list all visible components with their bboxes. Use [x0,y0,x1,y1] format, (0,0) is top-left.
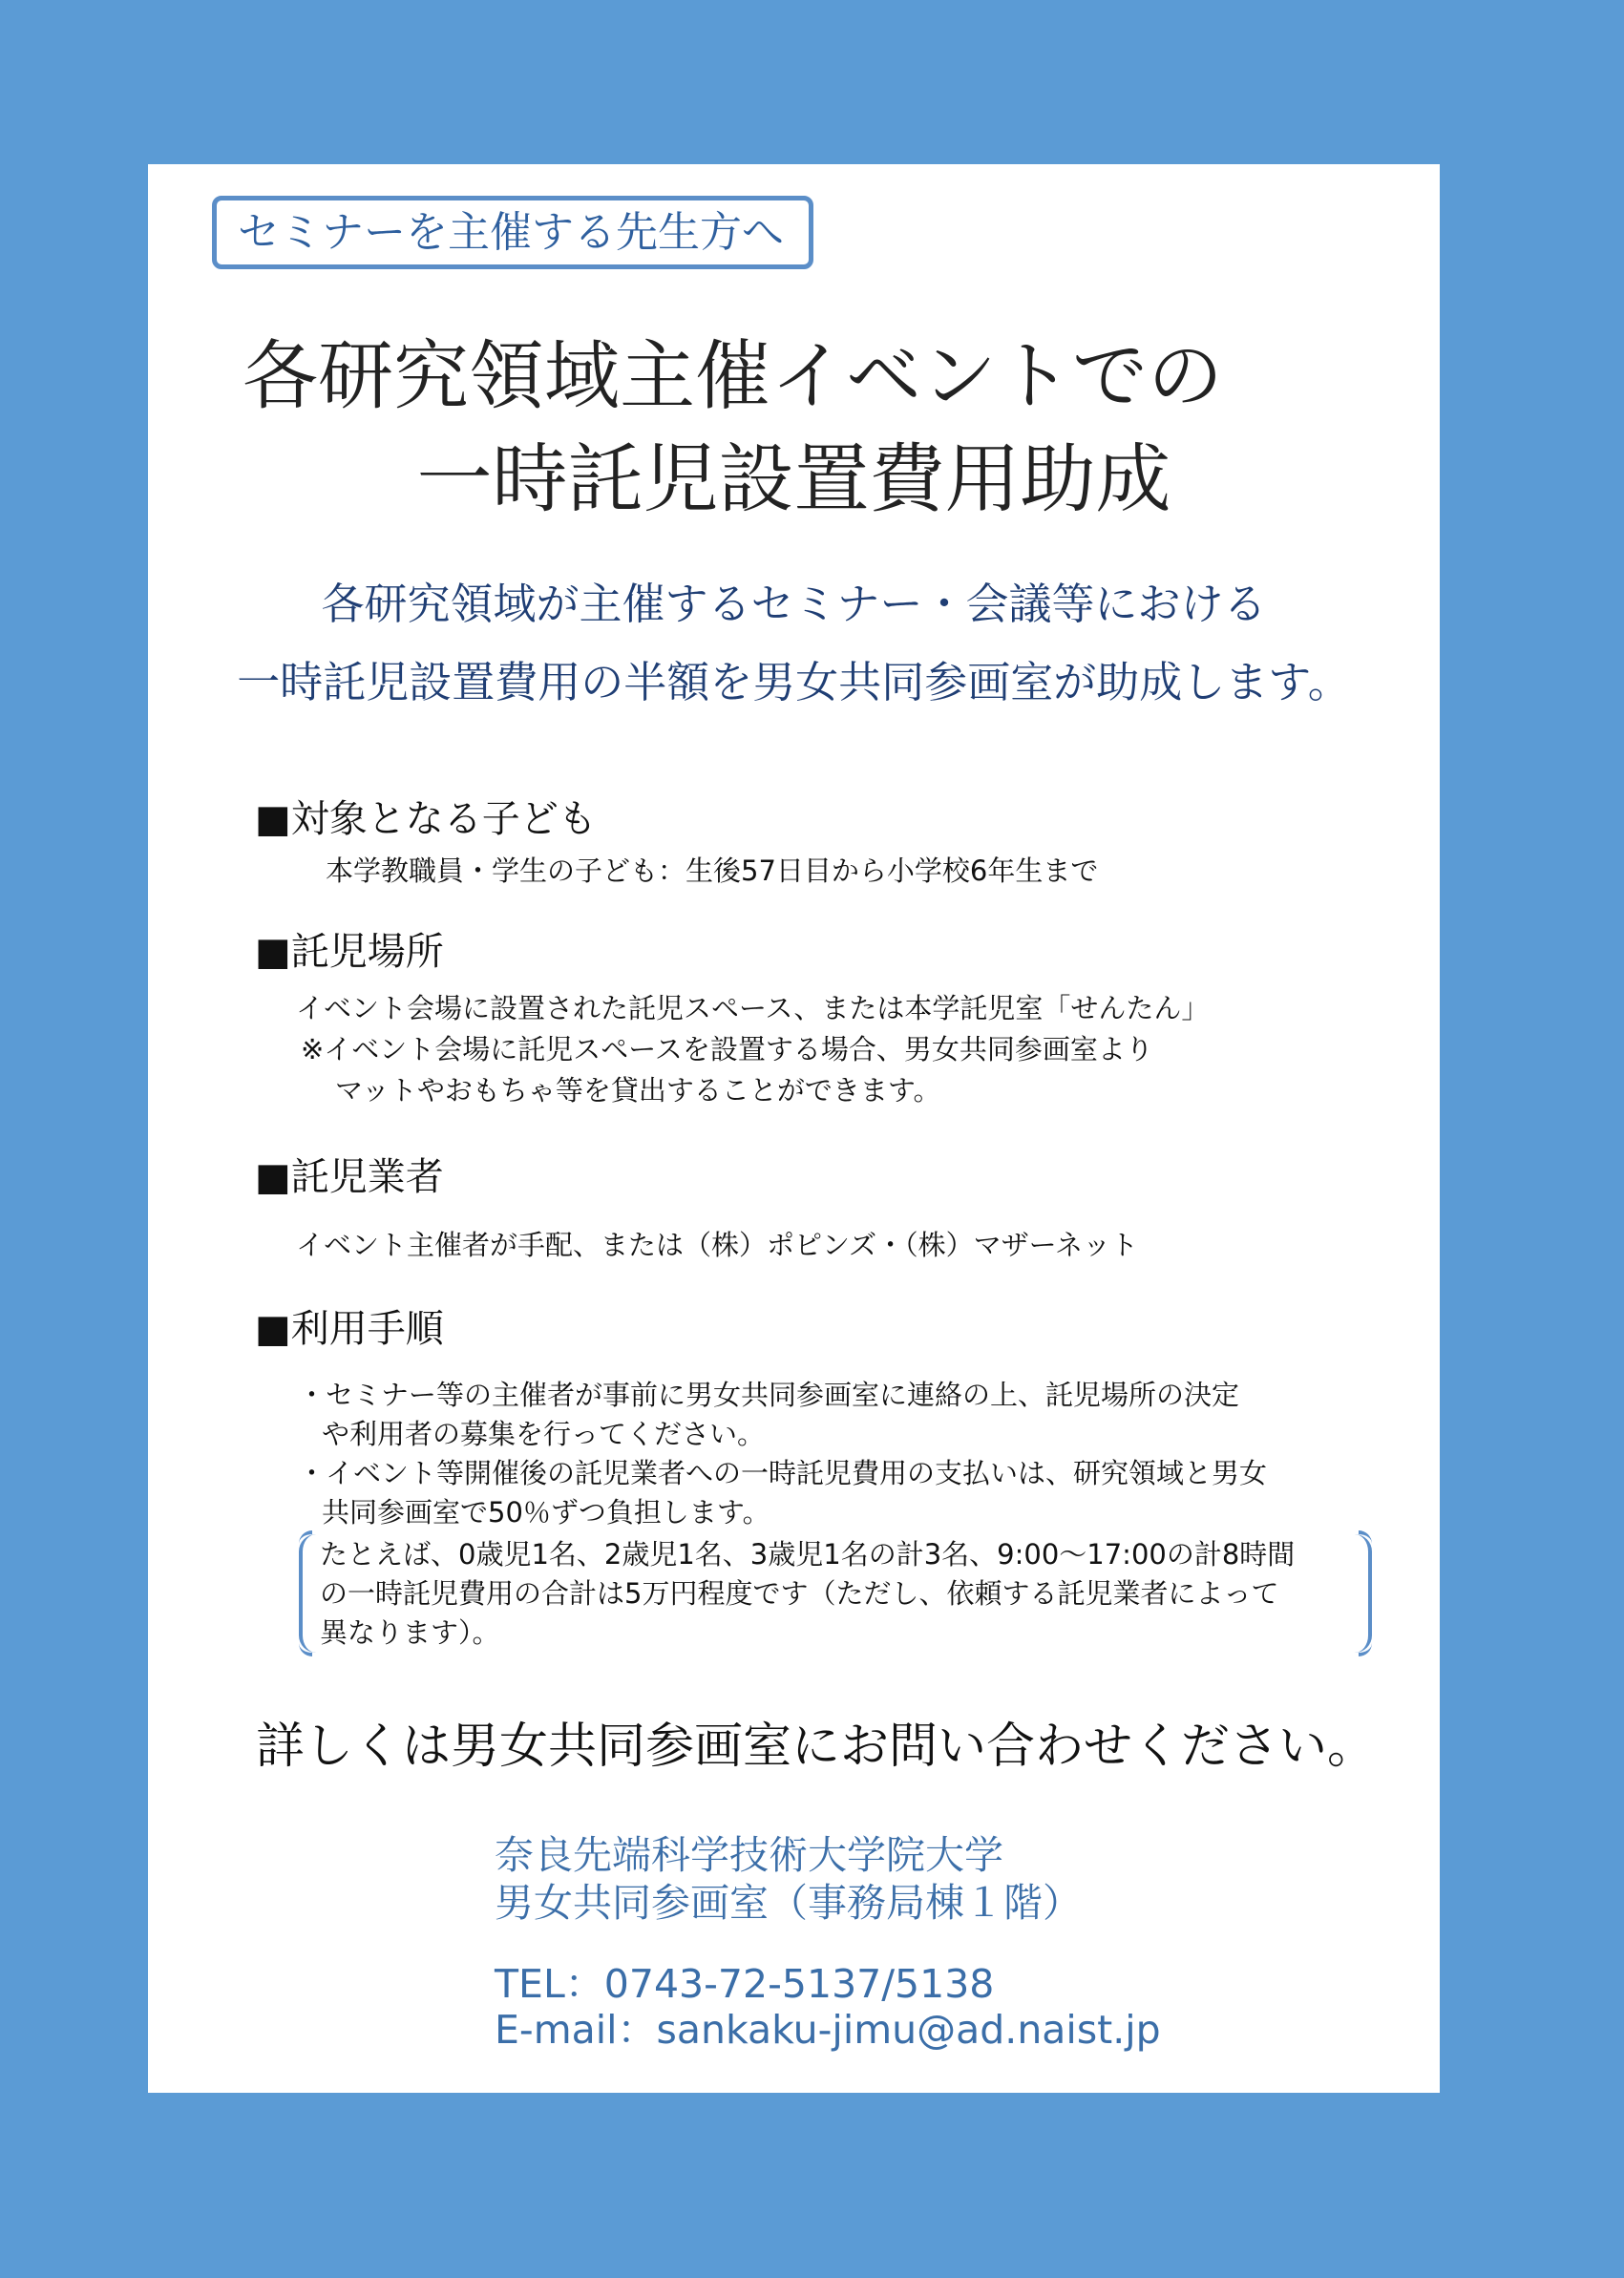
place-line-1: イベント会場に設置された託児スペース、または本学託児室「せんたん」 [296,992,1210,1024]
section-heading-place: ■託児場所 [255,930,444,974]
section-heading-procedure: ■利用手順 [255,1307,444,1351]
title-line-2: 一時託児設置費用助成 [416,435,1171,523]
example-line-1: たとえば、0歳児1名、2歳児1名、3歳児1名の計3名、9:00～17:00の計8時間 [320,1538,1296,1571]
procedure-line-2: や利用者の募集を行ってください。 [322,1418,766,1450]
place-line-3: マットやおもちゃ等を貸出することができます。 [335,1074,941,1107]
flyer-card [148,164,1440,2093]
lead-text [148,565,1440,722]
closing-text: 詳しくは男女共同参画室にお問い合わせください。 [256,1719,1377,1775]
procedure-line-3: ・イベント等開催後の託児業者への一時託児費用の支払いは、研究領域と男女 [298,1457,1268,1489]
procedure-line-1: ・セミナー等の主催者が事前に男女共同参画室に連絡の上、託児場所の決定 [298,1379,1240,1411]
section-heading-provider: ■託児業者 [255,1155,444,1199]
org-name: 奈良先端科学技術大学院大学 [495,1832,1003,1878]
children-text: 本学教職員・学生の子ども：生後57日目から小学校6年生まで [326,854,1099,887]
place-line-2: ※イベント会場に託児スペースを設置する場合、男女共同参画室より [301,1033,1153,1065]
provider-text: イベント主催者が手配、または（株）ポピンズ・（株）マザーネット [296,1229,1139,1261]
title-line-1: 各研究領域主催イベントでの [243,332,1223,420]
procedure-line-4: 共同参画室で50％ずつ負担します。 [322,1496,770,1529]
audience-tag: セミナーを主催する先生方へ [212,196,813,269]
contact-email[interactable]: E-mail：sankaku-jimu@ad.naist.jp [495,2007,1161,2053]
example-line-2: の一時託児費用の合計は5万円程度です（ただし、依頼する託児業者によって [320,1577,1279,1610]
section-heading-children: ■対象となる子ども [255,797,597,841]
lead-line-1: 各研究領域が主催するセミナー・会議等における [321,579,1267,629]
contact-tel: TEL：0743-72-5137/5138 [495,1961,995,2007]
lead-line-2: 一時託児設置費用の半額を男女共同参画室が助成します。 [237,657,1351,707]
example-line-3: 異なります）。 [320,1616,500,1649]
org-office: 男女共同参画室（事務局棟１階） [495,1880,1082,1926]
